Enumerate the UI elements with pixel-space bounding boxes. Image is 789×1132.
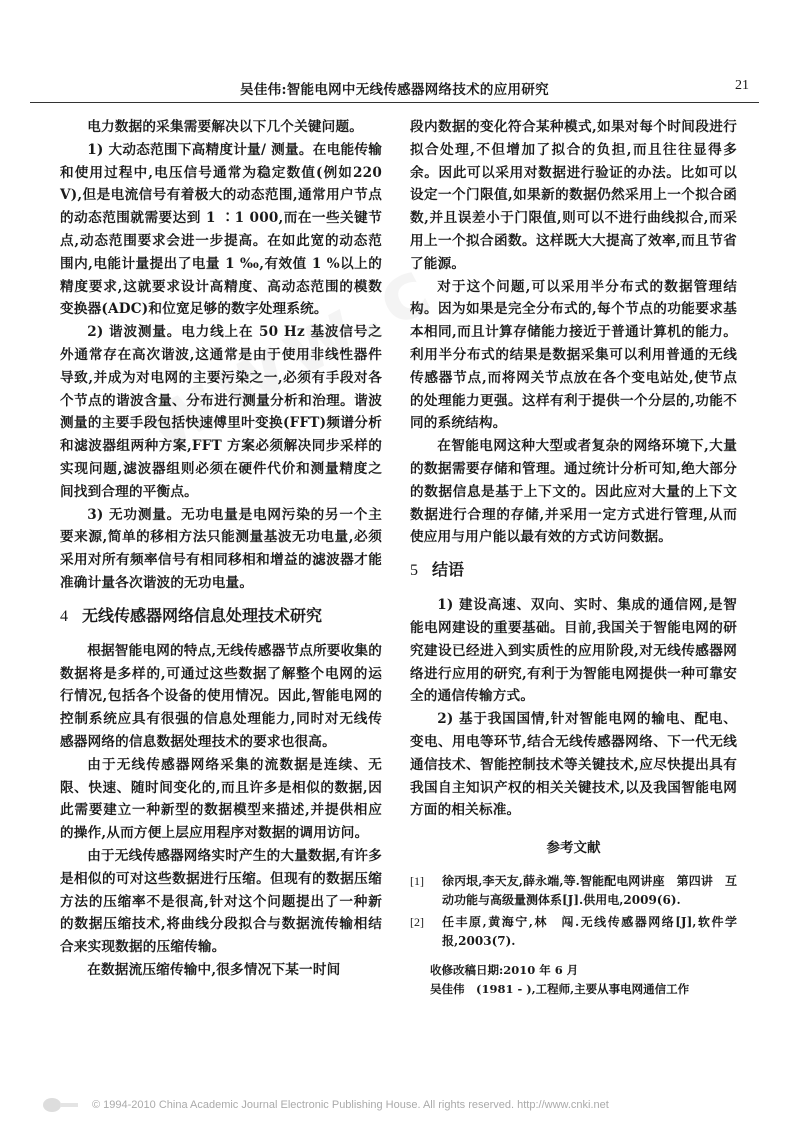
paragraph: 根据智能电网的特点,无线传感器节点所要收集的数据将是多样的,可通过这些数据了解整个电网的运行情况,包括各个设备的使用情况。因此,智能电网的控制系统应具有很强的信息处理能力,同时对无线传感器网络的信息数据处理技术的要求也很高。 xyxy=(60,642,382,750)
reference-item xyxy=(410,872,737,910)
paragraph: 在数据流压缩传输中,很多情况下某一时间 xyxy=(87,961,341,978)
paragraph: 由于无线传感器网络采集的流数据是连续、无限、快速、随时间变化的,而且许多是相似的数据,因此需要建立一种新型的数据模型来描述,并提供相应的操作,从而方便上层应用程序对数据的调用访问。 xyxy=(60,756,382,842)
paragraph: 2) 谐波测量。电力线上在 50 Hz 基波信号之外通常存在高次谐波,这通常是由于使用非线性器件导致,并成为对电网的主要污染之一,必须有手段对各个节点的谐波含量、分布进行测量分析和治理。谐波测量的主要手段包括快速傅里叶变换(FFT)频谱分析和滤波器组两种方案,FFT 方案必须解决同步采样的实现问题,滤波器组则必须在硬件代价和测量精度之间找到合理的平衡点。 xyxy=(60,324,382,500)
reference-number: [1] xyxy=(410,874,424,889)
section-title: 无线传感器网络信息处理技术研究 xyxy=(82,605,323,625)
section-number: 4 xyxy=(60,607,68,625)
paragraph: 2) 基于我国国情,针对智能电网的输电、配电、变电、用电等环节,结合无线传感器网络、下一代无线通信技术、智能控制技术等关键技术,应尽快提出具有我国自主知识产权的相关关键技术,以及我国智能电网方面的相关标准。 xyxy=(410,711,737,819)
paragraph: 电力数据的采集需要解决以下几个关键问题。 xyxy=(87,119,364,135)
paragraph: 1) 建设高速、双向、实时、集成的通信网,是智能电网建设的重要基础。目前,我国关于智能电网的研究建设已经进入到实质性的应用阶段,对无线传感器网络进行应用的研究,有利于为智能电网提供一种可靠安全的通信传输方式。 xyxy=(410,597,737,705)
paragraph: 对于这个问题,可以采用半分布式的数据管理结构。因为如果是完全分布式的,每个节点的功能要求基本相同,而且计算存储能力接近于普通计算机的能力。利用半分布式的结果是数据采集可以利用普通的无线传感器节点,而将网关节点放在各个变电站处,使节点的处理能力更强。这样有利于提供一个分层的,功能不同的系统结构。 xyxy=(410,278,737,432)
publisher-logo-icon xyxy=(40,1096,80,1114)
reference-item xyxy=(410,913,737,951)
page-number: 21 xyxy=(735,78,749,93)
reference-text: 任丰原,黄海宁,林 闯.无线传感器网络[J],软件学报,2003(7). xyxy=(442,915,737,949)
paragraph: 由于无线传感器网络实时产生的大量数据,有许多是相似的可对这些数据进行压缩。但现有的数据压缩方法的压缩率不是很高,针对这个问题提出了一种新的数据压缩技术,将曲线分段拟合与数据流传输相结合来实现数据的压缩传输。 xyxy=(60,847,382,956)
section-number: 5 xyxy=(410,562,418,580)
copyright-text: © 1994-2010 China Academic Journal Electronic Publishing House. All rights reserved. http://www.cnki.net xyxy=(92,1099,609,1111)
section-title: 结语 xyxy=(432,560,465,580)
references-title: 参考文献 xyxy=(546,840,601,857)
running-title: 吴佳伟:智能电网中无线传感器网络技术的应用研究 xyxy=(240,82,549,98)
section-heading-4 xyxy=(60,605,382,628)
paragraph: 段内数据的变化符合某种模式,如果对每个时间段进行拟合处理,不但增加了拟合的负担,而且往往显得多余。因此可以采用对数据进行验证的办法。比如可以设定一个门限值,如果新的数据仍然采用上一个拟合函数,并且误差小于门限值,则可以不进行曲线拟合,而采用上一个拟合函数。这样既大大提高了效率,而且节省了能源。 xyxy=(410,119,737,272)
reference-text: 徐丙垠,李天友,薛永端,等.智能配电网讲座 第四讲 互动功能与高级量测体系[J].供用电,2009(6). xyxy=(442,874,737,908)
paragraph: 3) 无功测量。无功电量是电网污染的另一个主要来源,简单的移相方法只能测量基波无功电量,必须采用对所有频率信号有相同移相和增益的滤波器才能准确计量各次谐波的无功电量。 xyxy=(60,506,382,591)
right-column xyxy=(410,116,737,999)
page-footer xyxy=(0,1094,789,1118)
section-heading-5 xyxy=(410,559,737,582)
page-header xyxy=(30,58,759,103)
paragraph: 1) 大动态范围下高精度计量/ 测量。在电能传输和使用过程中,电压信号通常为稳定数值(例如220 V),但是电流信号有着极大的动态范围,通常用户节点的动态范围就需要达到 1 ∶1 000,而在一些关键节点,动态范围要求会进一步提高。在如此宽的动态范围内,电能计量提出了电量 1 ‰,有效值 1 %以上的精度要求,这就要求设计高精度、高动态范围的模数变换器(ADC)和位宽足够的数字处理系统。 xyxy=(60,141,382,318)
received-date: 收修改稿日期:2010 年 6 月 xyxy=(430,963,579,978)
left-column xyxy=(60,116,382,982)
author-note: 吴佳伟 (1981 - ),工程师,主要从事电网通信工作 xyxy=(430,982,690,997)
reference-number: [2] xyxy=(410,915,424,930)
paragraph: 在智能电网这种大型或者复杂的网络环境下,大量的数据需要存储和管理。通过统计分析可知,绝大部分的数据信息是基于上下文的。因此应对大量的上下文数据进行合理的存储,并采用一定方式进行管理,从而使应用与用户能以最有效的方式访问数据。 xyxy=(410,438,737,546)
